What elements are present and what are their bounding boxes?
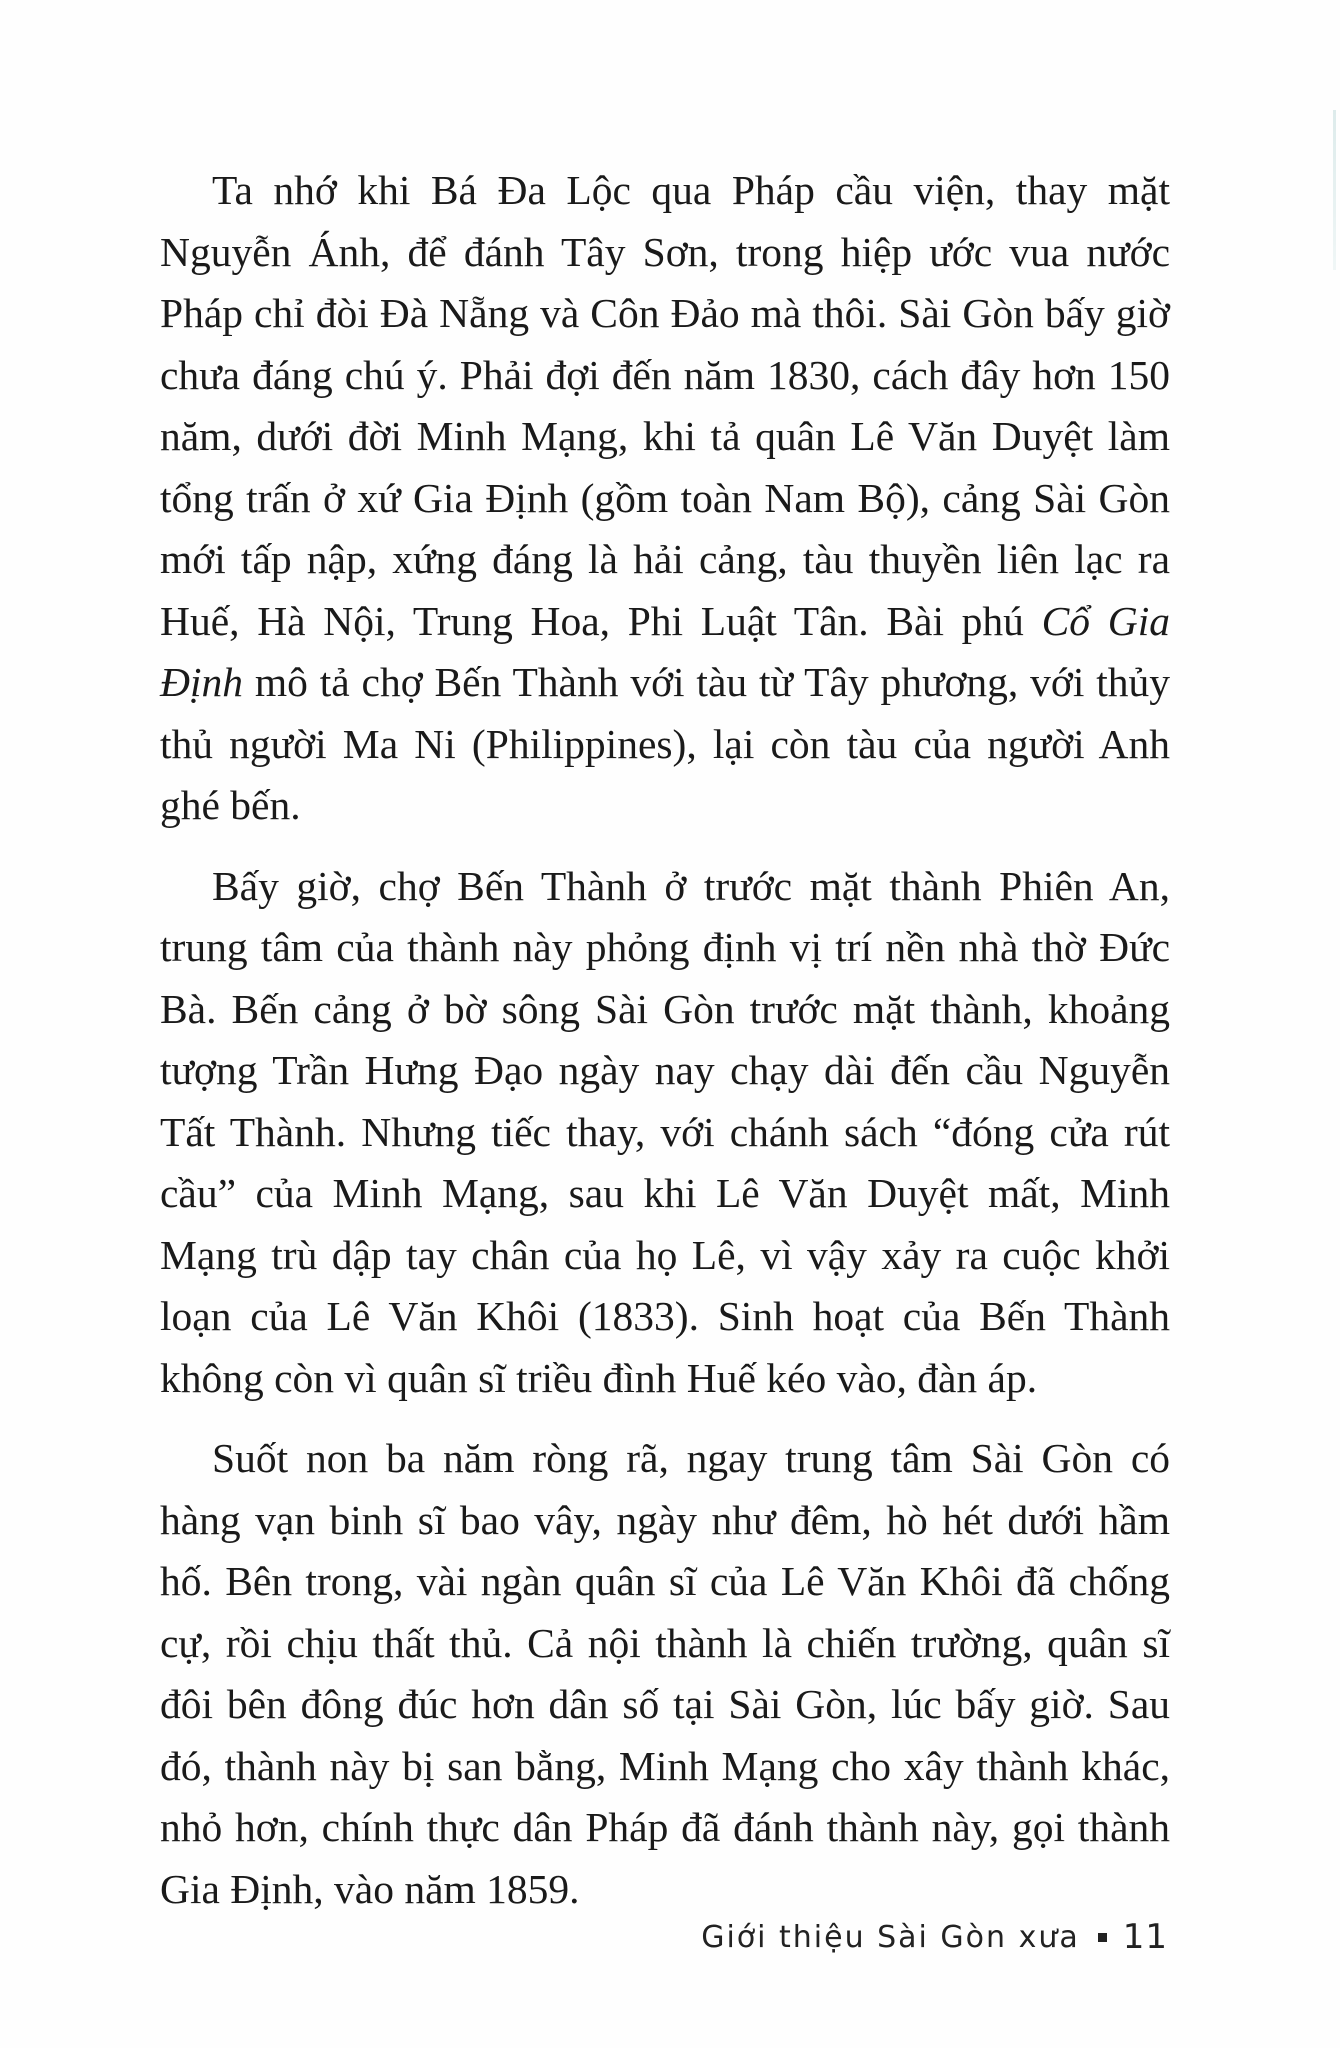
paragraph-2: Bấy giờ, chợ Bến Thành ở trước mặt thành Phiên An, trung tâm của thành này phỏng định vị trí nền nhà thờ Đức Bà. Bến cảng ở bờ sông Sài Gòn trước mặt thành, khoảng tượng Trần Hưng Đạo ngày nay chạy dài đến cầu Nguyễn Tất Thành. Nhưng tiếc thay, với chánh sách “đóng cửa rút cầu” của Minh Mạng, sau khi Lê Văn Duyệt mất, Minh Mạng trù dập tay chân của họ Lê, vì vậy xảy ra cuộc khởi loạn của Lê Văn Khôi (1833). Sinh hoạt của Bến Thành không còn vì quân sĩ triều đình Huế kéo vào, đàn áp. bbox=[160, 862, 1170, 1401]
paragraph-1-text-before: Ta nhớ khi Bá Đa Lộc qua Pháp cầu viện, thay mặt Nguyễn Ánh, để đánh Tây Sơn, trong hiệp ước vua nước Pháp chỉ đòi Đà Nẵng và Côn Đảo mà thôi. Sài Gòn bấy giờ chưa đáng chú ý. Phải đợi đến năm 1830, cách đây hơn 150 năm, dưới đời Minh Mạng, khi tả quân Lê Văn Duyệt làm tổng trấn ở xứ Gia Định (gồm toàn Nam Bộ), cảng Sài Gòn mới tấp nập, xứng đáng là hải cảng, tàu thuyền liên lạc ra Huế, Hà Nội, Trung Hoa, Phi Luật Tân. Bài phú bbox=[160, 167, 1170, 644]
page-number: 11 bbox=[1122, 1917, 1168, 1957]
footer-separator-square-icon bbox=[1098, 1933, 1107, 1942]
paragraph-1-italic-title: Cổ Gia Định bbox=[160, 597, 1170, 705]
page-edge-mark bbox=[1333, 110, 1336, 270]
paragraph-1 bbox=[160, 160, 1170, 837]
footer-book-title: Giới thiệu Sài Gòn xưa bbox=[701, 1919, 1080, 1955]
paragraph-1-text-after: mô tả chợ Bến Thành với tàu từ Tây phương, với thủy thủ người Ma Ni (Philippines), lại còn tàu của người Anh ghé bến. bbox=[160, 659, 1170, 828]
running-footer bbox=[701, 1917, 1168, 1957]
body-text bbox=[160, 160, 1170, 1939]
paragraph-3: Suốt non ba năm ròng rã, ngay trung tâm Sài Gòn có hàng vạn binh sĩ bao vây, ngày như đêm, hò hét dưới hầm hố. Bên trong, vài ngàn quân sĩ của Lê Văn Khôi đã chống cự, rồi chịu thất thủ. Cả nội thành là chiến trường, quân sĩ đôi bên đông đúc hơn dân số tại Sài Gòn, lúc bấy giờ. Sau đó, thành này bị san bằng, Minh Mạng cho xây thành khác, nhỏ hơn, chính thực dân Pháp đã đánh thành này, gọi thành Gia Định, vào năm 1859. bbox=[160, 1435, 1170, 1912]
